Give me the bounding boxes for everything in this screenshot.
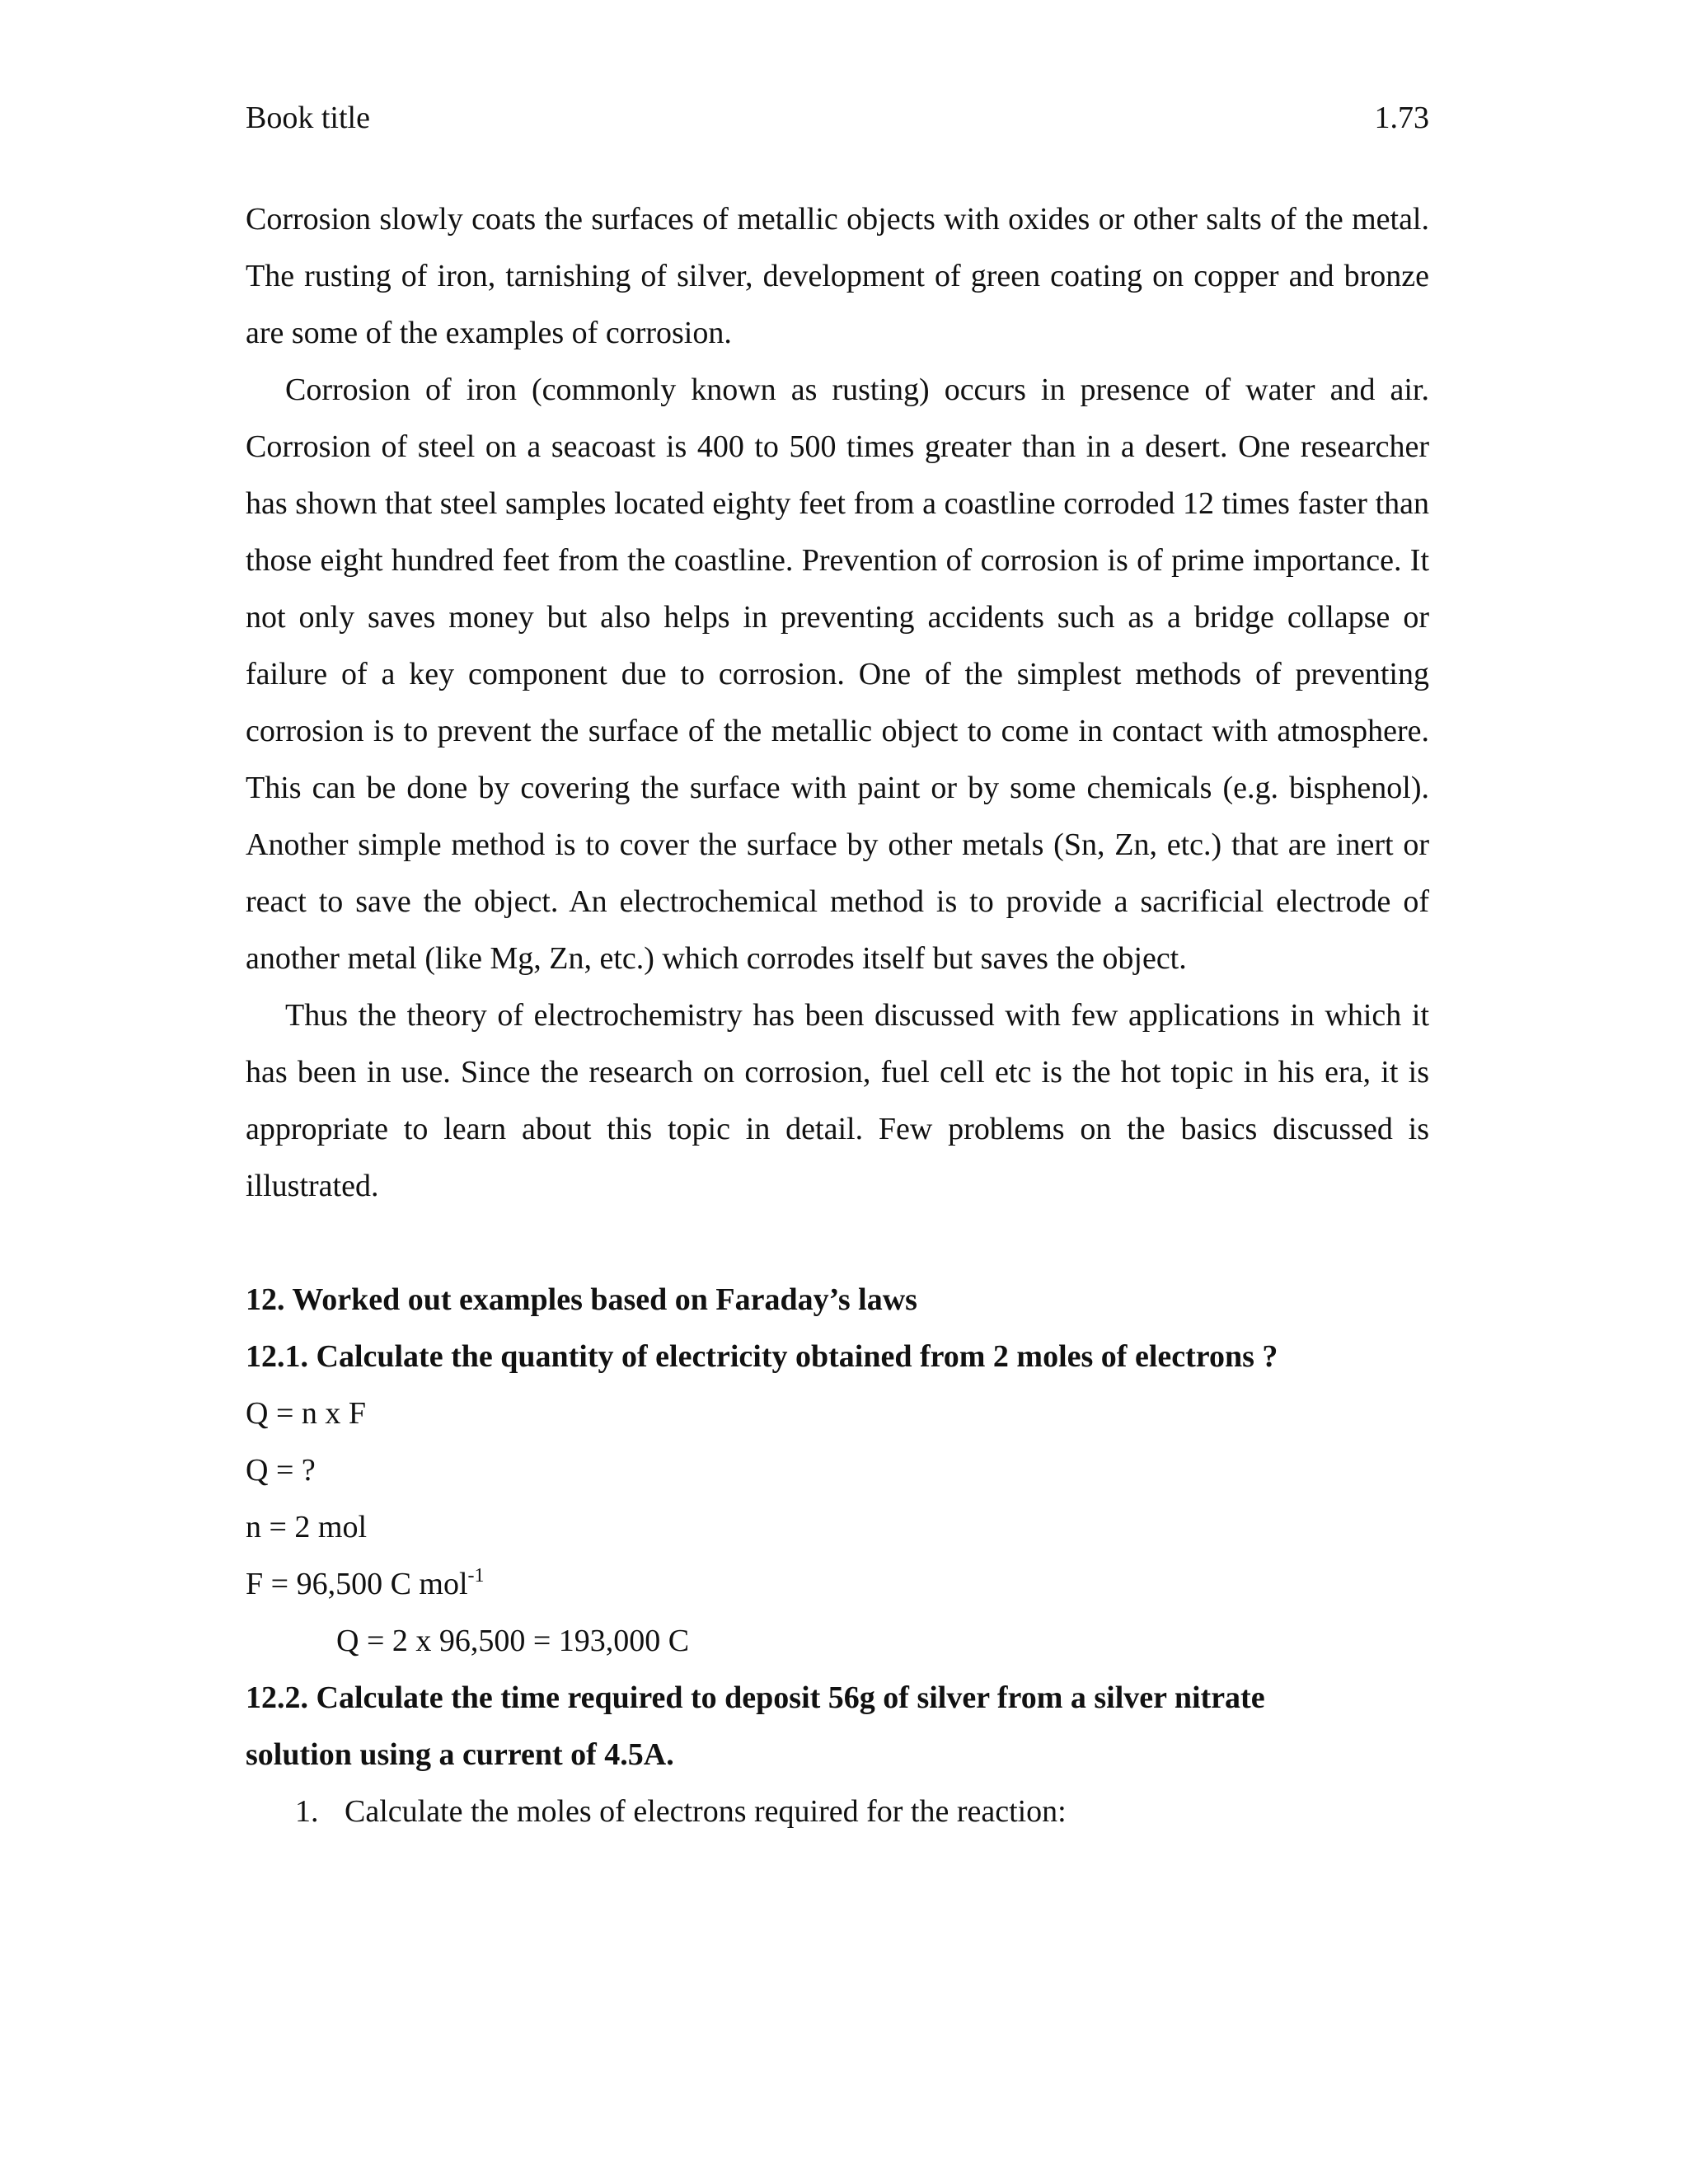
list-item — [295, 1783, 1429, 1840]
paragraph-corrosion-intro: Corrosion slowly coats the surfaces of metallic objects with oxides or other salts of the metal. The rusting of iron, tarnishing of silver, development of green coating on copper and bronze are some of the examples of corrosion. — [246, 202, 1429, 350]
steps-list — [246, 1783, 1429, 1840]
example-2-heading — [246, 1670, 1429, 1783]
example-1-heading: 12.1. Calculate the quantity of electricity obtained from 2 moles of electrons ? — [246, 1339, 1278, 1374]
faraday-constant-text: F = 96,500 C mol — [246, 1567, 468, 1601]
result-line: Q = 2 x 96,500 = 193,000 C — [336, 1624, 690, 1658]
book-title: Book title — [246, 101, 370, 135]
page-content — [246, 191, 1429, 1840]
faraday-constant-line — [246, 1556, 1429, 1613]
paragraph-corrosion-iron: Corrosion of iron (commonly known as rusting) occurs in presence of water and air. Corrosion of steel on a seacoast is 400 to 500 times greater than in a desert. One researcher has shown that steel samples located eighty feet from a coastline corroded 12 times faster than those eight hundred feet from the coastline. Prevention of corrosion is of prime importance. It not only saves money but also helps in preventing accidents such as a bridge collapse or failure of a key component due to corrosion. One of the simplest methods of preventing corrosion is to prevent the surface of the metallic object to come in contact with atmosphere. This can be done by covering the surface with paint or by some chemicals (e.g. bisphenol). Another simple method is to cover the surface by other metals (Sn, Zn, etc.) that are inert or react to save the object. An electrochemical method is to provide a sacrificial electrode of another metal (like Mg, Zn, etc.) which corrodes itself but saves the object. — [246, 373, 1429, 976]
faraday-exponent: -1 — [467, 1565, 485, 1586]
equation-line: Q = ? — [246, 1453, 316, 1488]
list-item-number: 1. — [295, 1794, 319, 1829]
spacer — [246, 1215, 1429, 1272]
equation-line: n = 2 mol — [246, 1510, 368, 1544]
paragraph-summary: Thus the theory of electrochemistry has been discussed with few applications in which it has been in use. Since the research on corrosion, fuel cell etc is the hot topic in his era, it is appropriate to learn about this topic in detail. Few problems on the basics discussed is illustrated. — [246, 998, 1429, 1203]
example-2-heading-line-1: 12.2. Calculate the time required to deposit 56g of silver from a silver nitrate — [246, 1680, 1265, 1715]
list-item-text: Calculate the moles of electrons required for the reaction: — [345, 1794, 1067, 1829]
example-2-heading-line-2: solution using a current of 4.5A. — [246, 1737, 674, 1772]
section-heading: 12. Worked out examples based on Faraday’s laws — [246, 1282, 917, 1317]
page-header — [246, 97, 1429, 138]
page-number: 1.73 — [1374, 101, 1429, 135]
equation-line: Q = n x F — [246, 1396, 367, 1431]
